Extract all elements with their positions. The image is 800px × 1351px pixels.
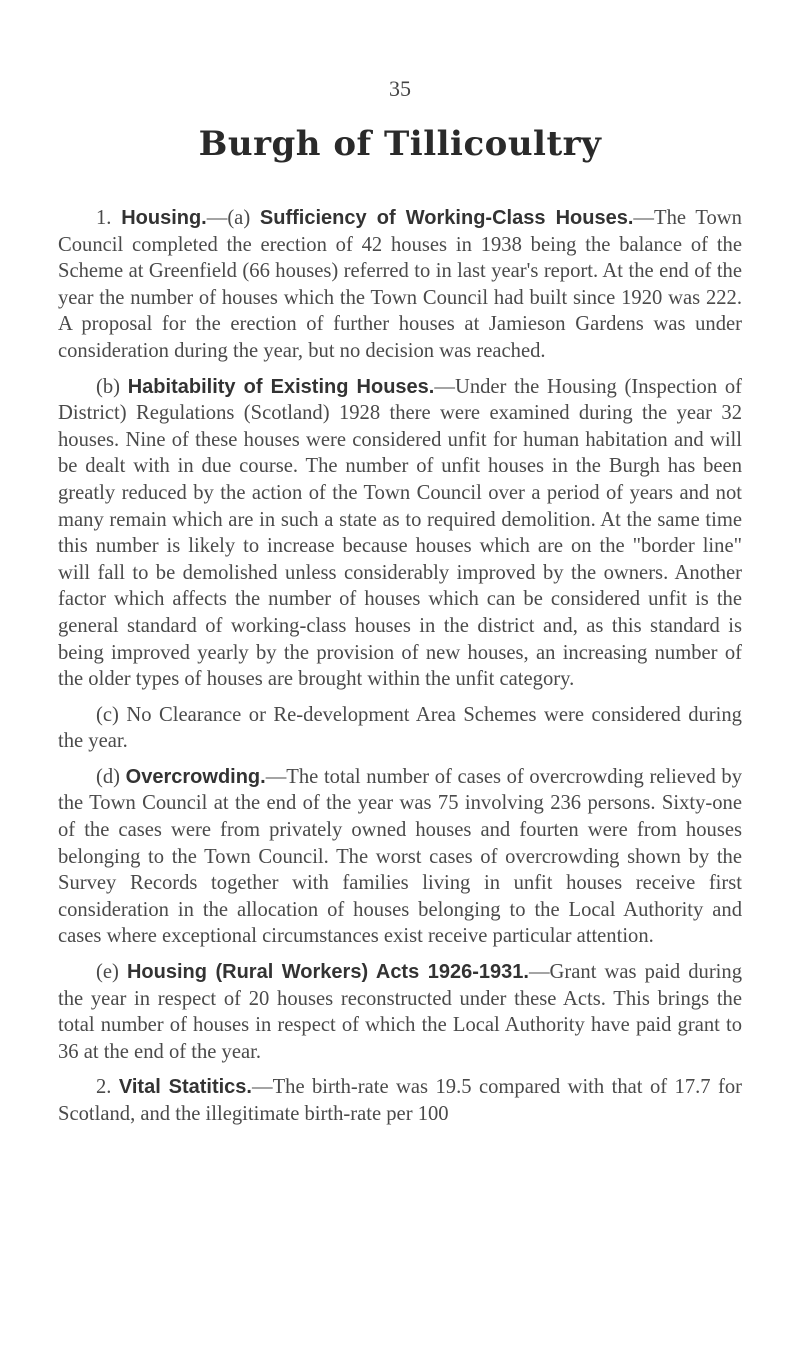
paragraph-heading: Habitability of Existing Houses. — [127, 375, 435, 398]
paragraph-heading: Sufficiency of Working-Class Houses. — [259, 207, 634, 229]
paragraph-overcrowding: (d) Overcrowding.—The total number of cases of overcrowding relieved by the Town Council at the end of the year was 75 involving 236 persons. Sixty-one of the cases were from privately owned houses and fourten were from houses belonging to the Town Council. The worst cases of overcrowding shown by the Survey Records together with families living in unfit houses receive first consideration in the allocation of houses belonging to the Local Authority and cases where exceptional circumstances exist receive particular attention. — [58, 765, 742, 948]
paragraph-text: Grant was paid during the year in respect of 20 houses reconstructed under these Acts. This brings the total number of houses in respect of which the Local Authority have paid grant to 36 at the end of the year. — [58, 961, 742, 1063]
paragraph-rural-workers: (e) Housing (Rural Workers) Acts 1926-1931.—Grant was paid during the year in respect of 20 houses reconstructed under these Acts. This brings the total number of houses in respect of which the Local Authority have paid grant to 36 at the end of the year. — [58, 961, 742, 1063]
page-title: Burgh of Tillicoultry — [198, 124, 602, 164]
paragraph-marker: (c) — [96, 703, 119, 726]
paragraph-habitability: (b) Habitability of Existing Houses.—Under the Housing (Inspection of District) Regulations (Scotland) 1928 there were examined during the year 32 houses. Nine of these houses were considered unfit for human habitation and will be dealt with in due course. The number of unfit houses in the Burgh has been greatly reduced by the action of the Town Council over a period of years and not many remain which are in such a state as to required demolition. At the same time this number is likely to increase because houses which are on the "border line" will fall to be demolished unless considerably improved by the owners. Another factor which affects the number of houses which can be considered unfit is the general standard of working-class houses in the district and, as this standard is being improved yearly by the provision of new houses, an increasing number of the older types of houses are brought within the unfit category. — [58, 375, 743, 691]
section-heading: Housing. — [121, 207, 207, 229]
paragraph-marker: (e) — [96, 961, 119, 984]
paragraph-text: Under the Housing (Inspection of District) Regulations (Scotland) 1928 there were examined during the year 32 houses. Nine of these houses were considered unfit for human habitation and will be dealt with in due course. The number of unfit houses in the Burgh has been greatly reduced by the action of the Town Council over a period of years and not many remain which are in such a state as to required demolition. At the same time this number is likely to increase because houses which are on the "border line" will fall to be demolished unless considerably improved by the owners. Another factor which affects the number of houses which can be considered unfit is the general standard of working-class houses in the district and, as this standard is being improved yearly by the provision of new houses, an increasing number of the older types of houses are brought within the unfit category. — [58, 375, 743, 691]
section-number: 2. — [96, 1076, 112, 1099]
paragraph-text: The total number of cases of overcrowding relieved by the Town Council at the end of the year was 75 involving 236 persons. Sixty-one of the cases were from privately owned houses and fourten were from houses belonging to the Town Council. The worst cases of overcrowding shown by the Survey Records together with families living in unfit houses receive first consideration in the allocation of houses belonging to the Local Authority and cases where exceptional circumstances exist receive particular attention. — [58, 765, 742, 948]
document-body — [58, 205, 742, 1137]
paragraph-heading: Housing (Rural Workers) Acts 1926-1931. — [126, 961, 529, 984]
paragraph-text: The Town Council completed the erection of 42 houses in 1938 being the balance of the Scheme at Greenfield (66 houses) referred to in last year's report. At the end of the year the number of houses which the Town Council had built since 1920 was 222. A proposal for the erection of further houses at Jamieson Gardens was under consideration during the year, but no decision was reached. — [58, 207, 742, 362]
page-number: 35 — [389, 76, 411, 101]
paragraph-vital-statistics: 2. Vital Statitics.—The birth-rate was 19.5 compared with that of 17.7 for Scotland, and the illegitimate birth-rate per 100 — [58, 1076, 743, 1125]
paragraph-marker: (a) — [227, 207, 251, 229]
section-number: 1. — [96, 207, 112, 229]
paragraph-housing-sufficiency: 1. Housing.—(a) Sufficiency of Working-Class Houses.—The Town Council completed the erection of 42 houses in 1938 being the balance of the Scheme at Greenfield (66 houses) referred to in last year's report. At the end of the year the number of houses which the Town Council had built since 1920 was 222. A proposal for the erection of further houses at Jamieson Gardens was under consideration during the year, but no decision was reached. — [58, 207, 742, 362]
paragraph-text: No Clearance or Re-development Area Schemes were considered during the year. — [58, 703, 742, 753]
paragraph-marker: (b) — [96, 375, 121, 398]
paragraph-clearance — [58, 702, 742, 755]
paragraph-heading: Overcrowding. — [125, 765, 266, 788]
section-heading: Vital Statitics. — [118, 1076, 252, 1099]
paragraph-marker: (d) — [96, 765, 121, 788]
paragraph-text: The birth-rate was 19.5 compared with that of 17.7 for Scotland, and the illegitimate birth-rate per 100 — [58, 1076, 743, 1125]
